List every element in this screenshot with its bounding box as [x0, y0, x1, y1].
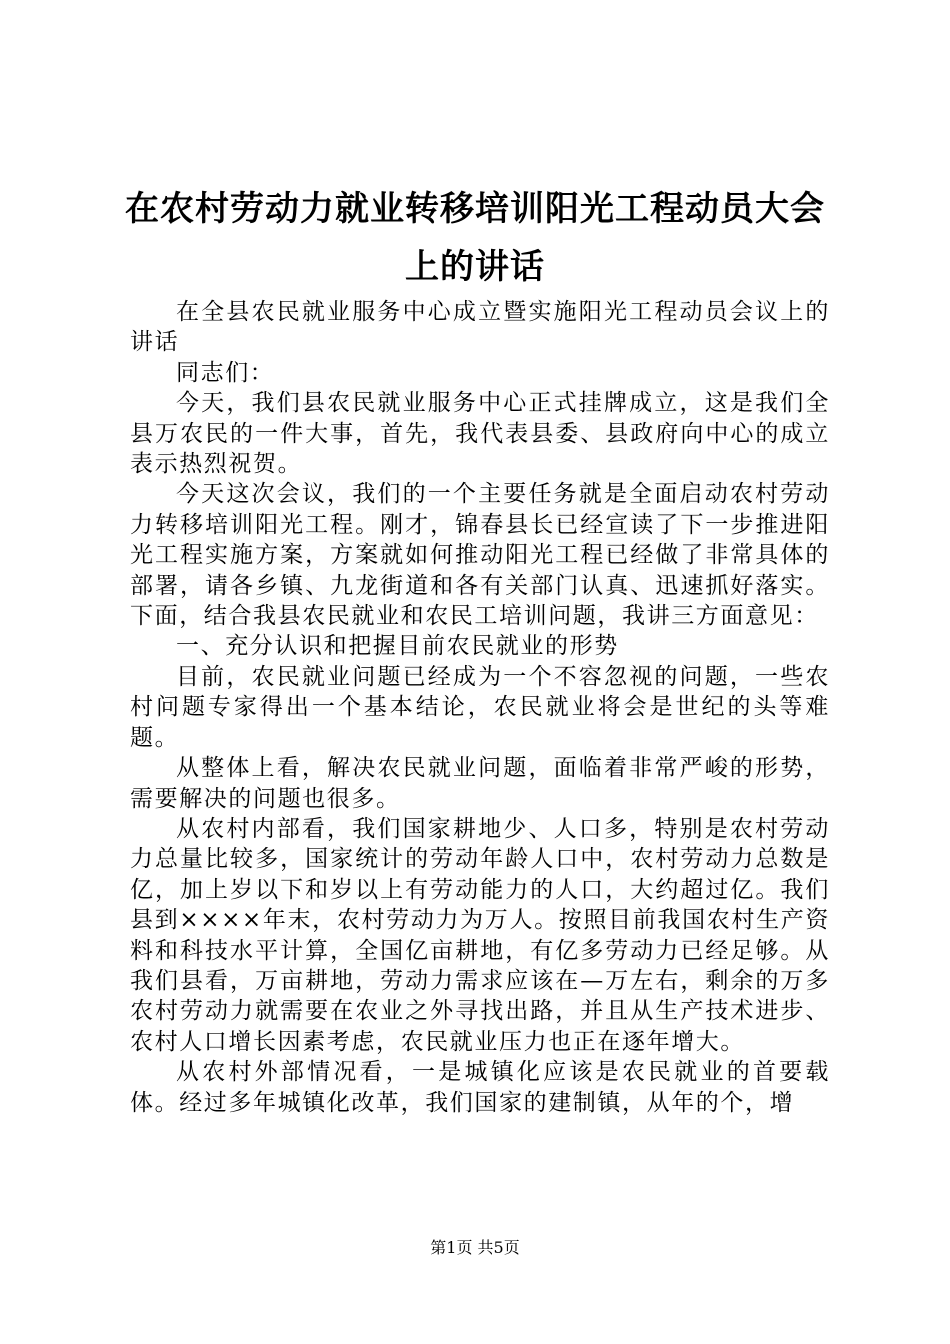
paragraph: 从农村外部情况看，一是城镇化应该是农民就业的首要载体。经过多年城镇化改革，我们国家的建制镇，从年的个，增	[130, 1059, 830, 1116]
document-title: 在农村劳动力就业转移培训阳光工程动员大会上的讲话	[125, 189, 825, 287]
paragraph: 目前，农民就业问题已经成为一个不容忽视的问题，一些农村问题专家得出一个基本结论，农民就业将会是世纪的头等难题。	[130, 663, 830, 751]
document-body	[130, 297, 830, 1118]
paragraph-greeting: 同志们：	[176, 359, 275, 386]
section-heading: 一、充分认识和把握目前农民就业的形势	[176, 633, 619, 660]
paragraph: 今天，我们县农民就业服务中心正式挂牌成立，这是我们全县万农民的一件大事，首先，我代表县委、县政府向中心的成立表示热烈祝贺。	[130, 390, 830, 478]
paragraph-subtitle: 在全县农民就业服务中心成立暨实施阳光工程动员会议上的讲话	[130, 299, 830, 356]
paragraph: 从整体上看，解决农民就业问题，面临着非常严峻的形势，需要解决的问题也很多。	[130, 755, 830, 812]
paragraph: 今天这次会议，我们的一个主要任务就是全面启动农村劳动力转移培训阳光工程。刚才，锦春县长已经宣读了下一步推进阳光工程实施方案，方案就如何推动阳光工程已经做了非常具体的部署，请各乡镇、九龙街道和各有关部门认真、迅速抓好落实。下面，结合我县农民就业和农民工培训问题，我讲三方面意见：	[130, 481, 830, 630]
paragraph: 从农村内部看，我们国家耕地少、人口多，特别是农村劳动力总量比较多，国家统计的劳动年龄人口中，农村劳动力总数是亿，加上岁以下和岁以上有劳动能力的人口，大约超过亿。我们县到××××年末，农村劳动力为万人。按照目前我国农村生产资料和科技水平计算，全国亿亩耕地，有亿多劳动力已经足够。从我们县看，万亩耕地，劳动力需求应该在—万左右，剩余的万多农村劳动力就需要在农业之外寻找出路，并且从生产技术进步、农村人口增长因素考虑，农民就业压力也正在逐年增大。	[130, 815, 830, 1055]
page-footer: 第1页 共5页	[430, 1238, 520, 1257]
